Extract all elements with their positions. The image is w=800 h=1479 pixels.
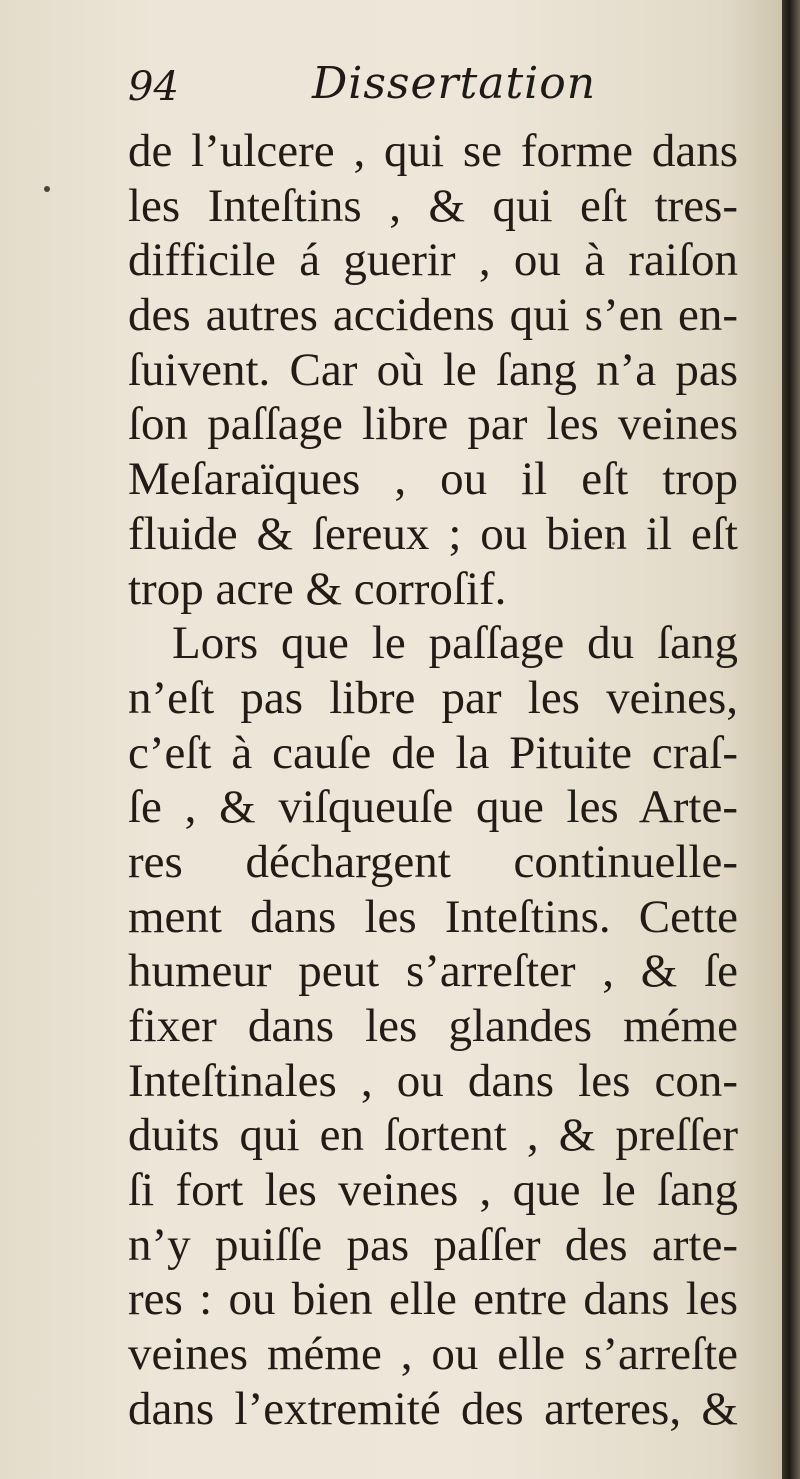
text-line: fluide & ſereux ; ou bien il eſt: [128, 507, 738, 560]
text-line: ſi fort les veines , que le ſang: [128, 1164, 738, 1217]
page-number: 94: [128, 64, 179, 110]
text-line: Lors que le paſſage du ſang: [172, 617, 738, 670]
text-line: n’eſt pas libre par les veines,: [128, 671, 738, 724]
text-line: dans l’extremité des arteres, &: [128, 1382, 738, 1435]
text-line: de l’ulcere , qui se forme dans: [128, 125, 738, 177]
text-line: difficile á guerir , ou à raiſon: [128, 234, 738, 287]
text-line: les Inteſtins , & qui eſt tres-: [128, 179, 738, 232]
text-line: trop acre & corroſif.: [128, 562, 507, 615]
text-line: ſuivent. Car où le ſang n’a pas: [128, 343, 738, 396]
text-line: n’y puiſſe pas paſſer des arte-: [128, 1218, 738, 1271]
text-line: Inteſtinales , ou dans les con-: [128, 1054, 738, 1107]
text-line: Meſaraïques , ou il eſt trop: [128, 453, 738, 506]
text-line: ſon paſſage libre par les veines: [128, 398, 738, 451]
running-head: [0, 58, 782, 118]
text-line: des autres accidens qui s’en en-: [128, 289, 738, 342]
running-title: Dissertation: [312, 58, 597, 109]
text-line: res : ou bien elle entre dans les: [128, 1273, 738, 1326]
text-line: c’eſt à cauſe de la Pituite craſ-: [128, 726, 738, 779]
ink-speck: [44, 186, 50, 192]
text-line: humeur peut s’arreſter , & ſe: [128, 945, 738, 998]
text-line: veines méme , ou elle s’arreſte: [128, 1328, 738, 1381]
body-text: [128, 124, 738, 1437]
book-spine-edge: [782, 0, 800, 1479]
text-line: duits qui en ſortent , & preſſer: [128, 1109, 738, 1162]
text-line: fixer dans les glandes méme: [128, 1000, 738, 1052]
text-line: ment dans les Inteſtins. Cette: [128, 890, 738, 943]
text-line: ſe , & viſqueuſe que les Arte-: [128, 781, 738, 834]
text-line: res déchargent continuelle-: [128, 835, 738, 888]
